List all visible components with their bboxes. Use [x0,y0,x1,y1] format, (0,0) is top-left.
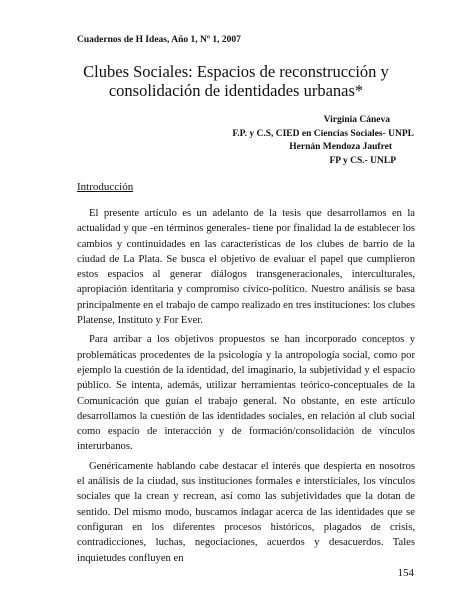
page-number: 154 [397,567,414,579]
title-line-1: Clubes Sociales: Espacios de reconstrucción y [83,62,389,81]
section-heading: Introducción [77,181,134,193]
author-block [154,114,414,168]
author-1-name: Virginia Cáneva [323,115,390,125]
paragraph-2: Para arribar a los objetivos propuestos se han incorporado conceptos y problemáticas procedentes de la psicología y la antropología social, como por ejemplo la cuestión de la identidad, del imaginario, la subjetividad y el espacio público. Se intenta, además, utilizar herramientas teórico-conceptuales de la Comunicación que guían el trabajo general. No obstante, en este artículo desarrollamos la cuestión de las identidades sociales, en relación al club social como espacio de interacción y de formación/consolidación de vínculos interurbanos. [77,334,415,453]
paragraph-1: El presente artículo es un adelanto de la tesis que desarrollamos en la actualidad y que -en términos generales- tiene por finalidad la de establecer los cambios y continuidades en las características de los clubes de barrio de la ciudad de La Plata. Se busca el objetivo de evaluar el papel que cumplieron estos espacios al generar diálogos transgeneracionales, interculturales, apropiación identitaria y compromiso cívico-político. Nuestro análisis se basa principalmente en el trabajo de campo realizado en tres instituciones: los clubes Platense, Instituto y For Ever. [77,208,415,327]
article-title [60,62,412,100]
title-line-2: consolidación de identidades urbanas* [108,81,364,100]
author-2-affiliation: FP y CS.- UNLP [329,155,396,166]
journal-header: Cuadernos de H Ideas, Año 1, Nº 1, 2007 [77,35,241,45]
body-text [77,206,415,570]
author-1-affiliation: F.P. y C.S, CIED en Ciencias Sociales- UNPL [232,128,414,139]
author-2-name: Hernán Mendoza Jaufret [289,142,392,152]
paragraph-3: Genéricamente hablando cabe destacar el interés que despierta en nosotros el análisis de la ciudad, sus instituciones formales e intersticiales, los vínculos sociales que la crean y recrean, así como las subjetividades que la dotan de sentido. Del mismo modo, buscamos indagar acerca de las identidades que se configuran en los diferentes procesos históricos, plagados de crisis, contradicciones, luchas, negociaciones, acuerdos y desacuerdos. Tales inquietudes confluyen en [77,460,415,564]
